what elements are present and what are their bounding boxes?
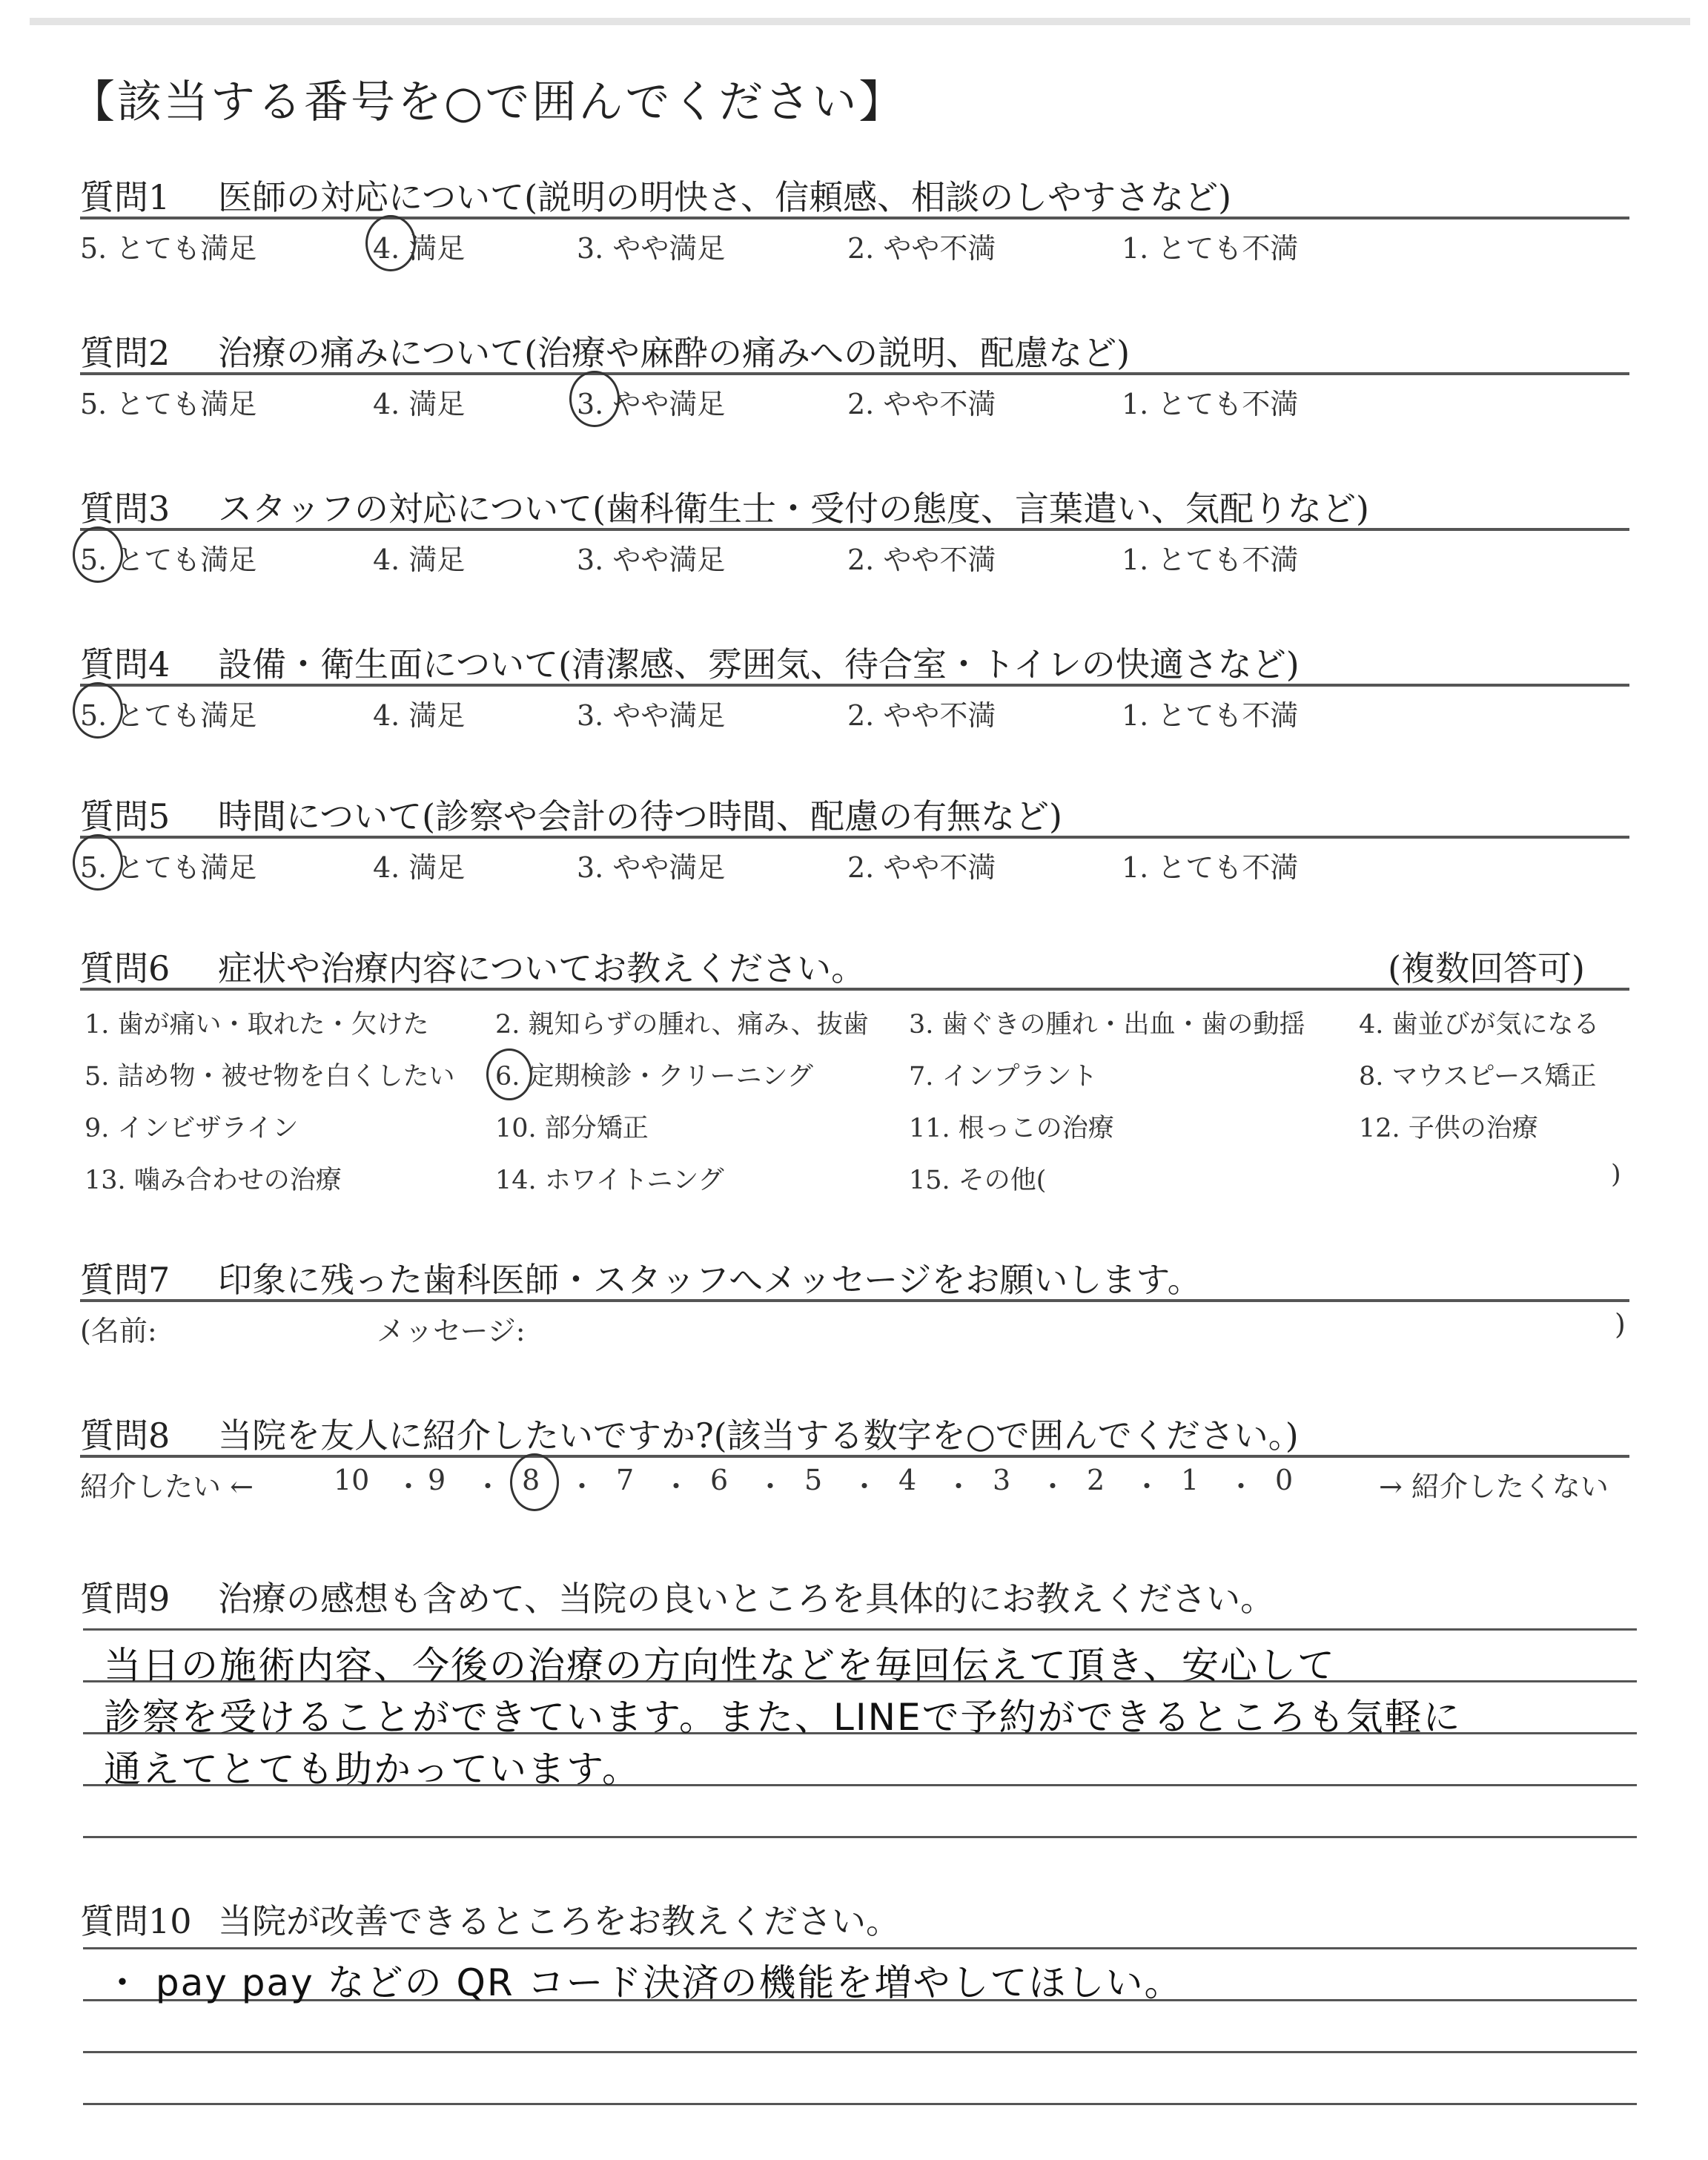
question-text: 治療の痛みについて(治療や麻酔の痛みへの説明、配慮など) xyxy=(218,333,1131,373)
recommend-score[interactable]: 7 xyxy=(616,1464,635,1496)
rating-option[interactable]: 1. とても不満 xyxy=(1122,388,1299,420)
recommend-score[interactable]: 8 xyxy=(522,1464,540,1496)
symptom-option[interactable]: 10. 部分矯正 xyxy=(495,1114,649,1143)
recommend-score[interactable]: 9 xyxy=(428,1464,446,1496)
selection-circle xyxy=(365,215,416,271)
rating-option[interactable]: 4. 満足 xyxy=(373,388,466,420)
rating-option[interactable]: 3. やや満足 xyxy=(577,699,726,732)
answer-line xyxy=(83,2103,1637,2105)
answer-line xyxy=(83,1947,1637,1949)
question-text: 医師の対応について(説明の明快さ、信頼感、相談のしやすさなど) xyxy=(218,177,1232,217)
recommend-score[interactable]: 1 xyxy=(1181,1464,1199,1496)
rating-option[interactable]: 3. やや満足 xyxy=(577,388,726,420)
rating-option[interactable]: 1. とても不満 xyxy=(1122,544,1299,576)
handwritten-answer-line: 通えてとても助かっています。 xyxy=(104,1748,640,1791)
page-header: 【該当する番号を○で囲んでください】 xyxy=(70,76,906,128)
question-number: 質問7 xyxy=(80,1260,171,1300)
scale-separator: ・ xyxy=(394,1470,423,1503)
scale-separator: ・ xyxy=(1133,1470,1162,1503)
rating-option[interactable]: 3. やや満足 xyxy=(577,851,726,884)
symptom-option[interactable]: 5. 詰め物・被せ物を白くしたい xyxy=(85,1062,455,1091)
question-3 xyxy=(80,482,1629,575)
question-10 xyxy=(80,1895,1629,1941)
rating-option[interactable]: 5. とても満足 xyxy=(80,232,257,265)
question-text: 治療の感想も含めて、当院の良いところを具体的にお教えください。 xyxy=(218,1579,1275,1619)
question-title xyxy=(80,790,1629,836)
question-text: 当院が改善できるところをお教えください。 xyxy=(218,1901,900,1941)
question-9-title xyxy=(80,1572,1629,1618)
symptom-option[interactable]: 13. 噛み合わせの治療 xyxy=(85,1166,342,1195)
selection-circle xyxy=(73,682,123,739)
selection-circle xyxy=(510,1453,559,1511)
rating-option[interactable]: 2. やや不満 xyxy=(847,388,996,420)
symptom-option[interactable]: 4. 歯並びが気になる xyxy=(1359,1010,1600,1040)
question-number: 質問6 xyxy=(80,948,171,988)
rating-options xyxy=(80,531,1629,575)
symptom-option[interactable]: 2. 親知らずの腫れ、痛み、抜歯 xyxy=(495,1010,869,1040)
rating-options xyxy=(80,687,1629,731)
selection-circle xyxy=(73,834,123,891)
selection-circle xyxy=(73,526,123,583)
rating-option[interactable]: 1. とても不満 xyxy=(1122,851,1299,884)
recommend-score[interactable]: 2 xyxy=(1087,1464,1105,1496)
rating-options xyxy=(80,839,1629,883)
question-number: 質問3 xyxy=(80,489,171,529)
symptom-option: ) xyxy=(1611,1160,1621,1189)
question-10-title xyxy=(80,1895,1629,1941)
symptom-option[interactable]: 12. 子供の治療 xyxy=(1359,1114,1538,1143)
selection-circle xyxy=(569,371,620,427)
handwritten-answer-line: ・ pay pay などの QR コード決済の機能を増やしてほしい。 xyxy=(104,1961,1183,2004)
message-label: メッセージ: xyxy=(377,1315,526,1347)
question-text: 症状や治療内容についてお教えください。 xyxy=(218,948,866,988)
question-text: 設備・衛生面について(清潔感、雰囲気、待合室・トイレの快適さなど) xyxy=(218,644,1300,684)
question-number: 質問8 xyxy=(80,1416,171,1456)
symptom-option[interactable]: 14. ホワイトニング xyxy=(495,1166,724,1195)
rating-option[interactable]: 5. とても満足 xyxy=(80,699,257,732)
question-text: スタッフの対応について(歯科衛生士・受付の態度、言葉遣い、気配りなど) xyxy=(218,489,1369,529)
scale-separator: ・ xyxy=(1227,1470,1256,1503)
rating-options xyxy=(80,219,1629,264)
multiple-answer-note: (複数回答可) xyxy=(1388,948,1585,988)
question-text: 時間について(診察や会計の待つ時間、配慮の有無など) xyxy=(218,796,1062,836)
question-title xyxy=(80,638,1629,684)
rating-option[interactable]: 4. 満足 xyxy=(373,699,466,732)
question-7 xyxy=(80,1253,1629,1347)
rating-options xyxy=(80,375,1629,420)
rating-option[interactable]: 1. とても不満 xyxy=(1122,699,1299,732)
rating-option[interactable]: 4. 満足 xyxy=(373,851,466,884)
rating-option[interactable]: 4. 満足 xyxy=(373,544,466,576)
handwritten-answer-line: 診察を受けることができています。また、LINEで予約ができるところも気軽に xyxy=(104,1696,1462,1739)
message-row xyxy=(80,1302,1629,1347)
question-number: 質問9 xyxy=(80,1579,171,1619)
question-6-title xyxy=(80,942,1629,988)
question-8 xyxy=(80,1409,1629,1502)
question-8-title xyxy=(80,1409,1629,1455)
scale-separator: ・ xyxy=(944,1470,973,1503)
recommend-score[interactable]: 6 xyxy=(710,1464,729,1496)
rating-option[interactable]: 5. とても満足 xyxy=(80,388,257,420)
recommend-score[interactable]: 5 xyxy=(804,1464,823,1496)
rating-option[interactable]: 2. やや不満 xyxy=(847,232,996,265)
symptom-option[interactable]: 9. インビザライン xyxy=(85,1114,299,1143)
question-number: 質問1 xyxy=(80,177,171,217)
symptom-option[interactable]: 3. 歯ぐきの腫れ・出血・歯の動揺 xyxy=(909,1010,1305,1040)
question-text: 印象に残った歯科医師・スタッフへメッセージをお願いします。 xyxy=(218,1260,1202,1300)
question-9 xyxy=(80,1572,1629,1618)
rating-option[interactable]: 2. やや不満 xyxy=(847,699,996,732)
rating-option[interactable]: 5. とても満足 xyxy=(80,851,257,884)
scale-separator: ・ xyxy=(474,1470,503,1503)
name-label: (名前: xyxy=(80,1315,157,1347)
answer-line xyxy=(83,1628,1637,1631)
answer-line xyxy=(83,1836,1637,1838)
scale-separator: ・ xyxy=(662,1470,691,1503)
question-number: 質問10 xyxy=(80,1901,192,1941)
rating-option[interactable]: 5. とても満足 xyxy=(80,544,257,576)
scale-separator: ・ xyxy=(1039,1470,1068,1503)
question-title xyxy=(80,326,1629,372)
question-1 xyxy=(80,171,1629,264)
question-6-options xyxy=(80,991,1629,1206)
question-6 xyxy=(80,942,1629,1206)
selection-circle xyxy=(486,1048,532,1100)
symptom-option[interactable]: 15. その他( xyxy=(909,1166,1047,1195)
question-number: 質問4 xyxy=(80,644,171,684)
question-title xyxy=(80,482,1629,528)
recommend-left-label: 紹介したい ← xyxy=(80,1470,254,1503)
scale-separator: ・ xyxy=(568,1470,597,1503)
rating-option[interactable]: 1. とても不満 xyxy=(1122,232,1299,265)
answer-line xyxy=(83,2051,1637,2053)
symptom-option[interactable]: 6. 定期検診・クリーニング xyxy=(495,1062,813,1091)
question-number: 質問2 xyxy=(80,333,171,373)
recommend-score[interactable]: 10 xyxy=(334,1464,370,1496)
rating-option[interactable]: 3. やや満足 xyxy=(577,544,726,576)
question-5 xyxy=(80,790,1629,883)
recommend-score[interactable]: 4 xyxy=(898,1464,917,1496)
rating-option[interactable]: 3. やや満足 xyxy=(577,232,726,265)
recommend-score[interactable]: 0 xyxy=(1275,1464,1294,1496)
question-7-title xyxy=(80,1253,1629,1299)
scale-separator: ・ xyxy=(756,1470,785,1503)
scan-edge xyxy=(30,18,1690,25)
symptom-option[interactable]: 8. マウスピース矯正 xyxy=(1359,1062,1597,1091)
recommend-right-label: → 紹介したくない xyxy=(1379,1470,1609,1503)
rating-option[interactable]: 2. やや不満 xyxy=(847,544,996,576)
symptom-option[interactable]: 1. 歯が痛い・取れた・欠けた xyxy=(85,1010,429,1040)
question-2 xyxy=(80,326,1629,420)
symptom-option[interactable]: 11. 根っこの治療 xyxy=(909,1114,1114,1143)
question-4 xyxy=(80,638,1629,731)
symptom-option[interactable]: 7. インプラント xyxy=(909,1062,1098,1091)
rating-option[interactable]: 4. 満足 xyxy=(373,232,466,265)
question-title xyxy=(80,171,1629,217)
handwritten-answer-line: 当日の施術内容、今後の治療の方向性などを毎回伝えて頂き、安心して xyxy=(104,1644,1336,1687)
rating-option[interactable]: 2. やや不満 xyxy=(847,851,996,884)
message-close: ) xyxy=(1615,1308,1626,1341)
recommend-score[interactable]: 3 xyxy=(993,1464,1011,1496)
question-text: 当院を友人に紹介したいですか?(該当する数字を○で囲んでください。) xyxy=(218,1416,1299,1456)
question-number: 質問5 xyxy=(80,796,171,836)
recommend-scale xyxy=(80,1458,1629,1502)
scale-separator: ・ xyxy=(850,1470,879,1503)
